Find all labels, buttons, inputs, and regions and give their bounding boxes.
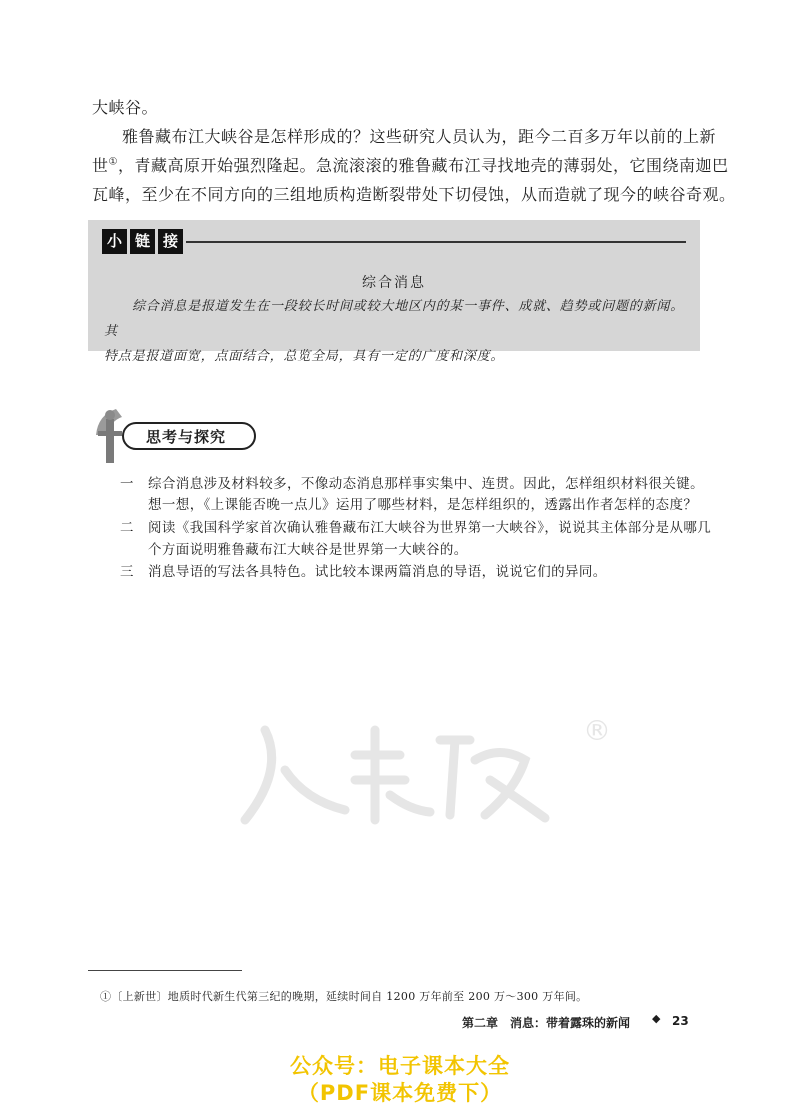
registered-mark: ® <box>583 714 611 747</box>
question-2-line-2: 个方面说明雅鲁藏布江大峡谷是世界第一大峡谷的。 <box>148 542 468 558</box>
publisher-watermark-logo <box>225 700 625 830</box>
footnote-rule <box>88 970 242 971</box>
body-line-3-start: 世 <box>92 156 109 175</box>
body-line-3 <box>92 153 729 176</box>
link-tag-char-3: 接 <box>158 229 183 254</box>
body-line-4: 瓦峰，至少在不同方向的三组地质构造断裂带处下切侵蚀，从而造就了现今的峡谷奇观。 <box>92 185 736 204</box>
question-3-line-1: 消息导语的写法各具特色。试比较本课两篇消息的导语，说说它们的异同。 <box>148 564 607 580</box>
link-tag-char-1: 小 <box>102 229 127 254</box>
body-line-1: 大峡谷。 <box>92 98 159 117</box>
diamond-icon: ◆ <box>652 1012 661 1025</box>
link-box-title: 综合消息 <box>362 275 426 291</box>
question-1-line-2: 想一想，《上课能否晚一点儿》运用了哪些材料，是怎样组织的，透露出作者怎样的态度？ <box>148 497 698 513</box>
link-tag-rule <box>186 241 686 243</box>
footnote-text: ①〔上新世〕地质时代新生代第三纪的晚期，延续时间自 1200 万年前至 200 万～300 万年间。 <box>100 990 588 1003</box>
exercise-title: 思考与探究 <box>146 428 227 446</box>
question-1-line-1: 综合消息涉及材料较多，不像动态消息那样事实集中、连贯。因此，怎样组织材料很关键。 <box>148 476 704 492</box>
question-2-number: 二 <box>120 520 134 536</box>
link-box-text <box>104 294 684 369</box>
link-box-text-line-1: 综合消息是报道发生在一段较长时间或较大地区内的某一事件、成就、趋势或问题的新闻。其 <box>104 299 685 339</box>
link-box <box>88 220 700 364</box>
promo-line-2: （PDF课本免费下） <box>297 1081 503 1105</box>
body-line-3-rest: ，青藏高原开始强烈隆起。急流滚滚的雅鲁藏布江寻找地壳的薄弱处，它围绕南迦巴 <box>117 156 729 175</box>
question-1-number: 一 <box>120 476 134 492</box>
link-tag-char-2: 链 <box>130 229 155 254</box>
link-box-text-line-2: 特点是报道面宽，点面结合，总览全局，具有一定的广度和深度。 <box>104 349 505 364</box>
body-line-2: 雅鲁藏布江大峡谷是怎样形成的？这些研究人员认为，距今二百多万年以前的上新 <box>122 127 717 146</box>
page-number: 23 <box>672 1014 689 1028</box>
promo-line-1: 公众号：电子课本大全 <box>290 1054 510 1078</box>
footnote-marker[interactable]: ① <box>108 156 118 168</box>
question-3-number: 三 <box>120 564 134 580</box>
running-head: 第二章 消息：带着露珠的新闻 <box>462 1016 631 1030</box>
question-2-line-1: 阅读《我国科学家首次确认雅鲁藏布江大峡谷为世界第一大峡谷》，说说其主体部分是从哪几 <box>148 520 712 536</box>
